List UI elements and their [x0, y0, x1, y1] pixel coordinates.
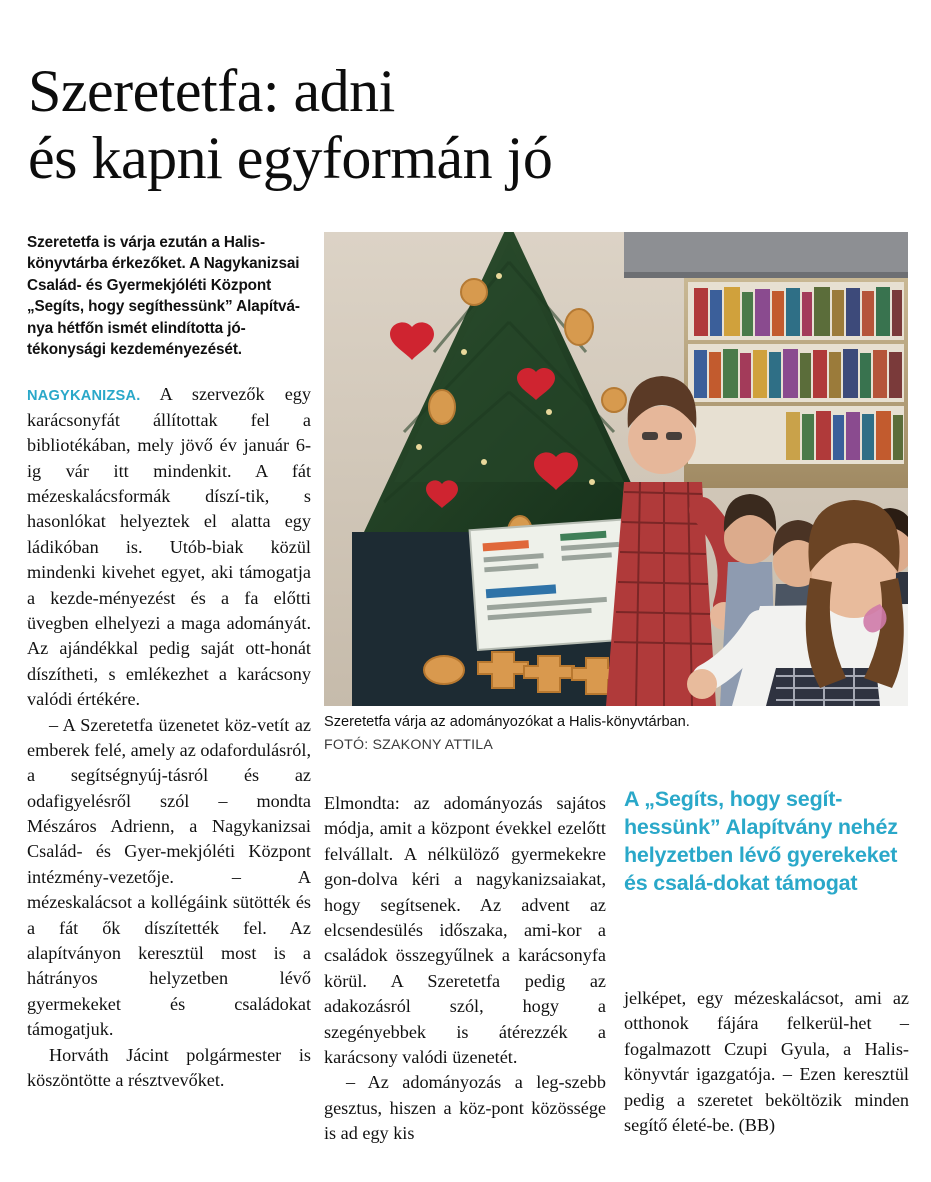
- paragraph: – Az adományozás a leg-szebb gesztus, hiszen a köz-pont közössége is ad egy kis: [324, 1072, 606, 1144]
- paragraph: Horváth Jácint polgármester is köszöntötte a résztvevőket.: [27, 1044, 311, 1090]
- headline-line-2: és kapni egyformán jó: [28, 125, 553, 192]
- column-left: [27, 232, 311, 1093]
- column-middle: [324, 791, 606, 1146]
- right-body: [624, 986, 909, 1138]
- paragraph: – A Szeretetfa üzenetet köz-vetít az emberek felé, amely az odafordulásról, a segítségnyúj-tásról és az odafigyelésről szól – mondta Mészáros Adrienn, a Nagykanizsai Család- és Gyer-mekjóléti Központ intézmény-vezetője. – A mézeskalácsot a kollégáink sütötték és a fát ők díszítették fel. Az alapítványon keresztül most is a hátrányos helyzetben lévő gyermekeket és családokat támogatjuk.: [27, 714, 311, 1040]
- paragraph-text: A szervezők egy karácsonyfát állítottak fel a bibliotékában, mely jövő év január 6-ig vár itt mindenkit. A fát mézeskalácsformák díszí-tik, s hasonlókat helyeztek el alatta egy ládikóban is. Utób-biak közül mindenki kivehet egyet, aki támogatja a kezde-ményezést és a fa előtti üvegben elhelyezi a maga adományát. Az ajándékkal pedig saját ott-honát díszítheti, s emlékezhet a karácsony valódi értékére.: [27, 384, 311, 710]
- headline-line-1: Szeretetfa: adni: [28, 58, 395, 125]
- column-right: [624, 986, 909, 1138]
- left-body: [27, 382, 311, 1093]
- paragraph: Elmondta: az adományozás sajátos módja, amit a központ évekkel ezelőtt felvállalt. A nélkülöző gyermekekre gon-dolva kéri a nagykanizsaiakat, hogy segítsenek. Az advent az elcsendesülés időszaka, ami-kor a családok összegyűlnek a karácsonyfa körül. A Szeretetfa pedig az adakozásról szól, hogy a szegényebbek is átérezzék a karácsony valódi üzenetét.: [324, 793, 606, 1067]
- paragraph: jelképet, egy mézeskalácsot, ami az otthonok fájára felkerül-het – fogalmazott Czupi Gyula, a Halis-könyvtár igazgatója. – Ezen keresztül pedig a szeretet beköltözik minden segítő életé-be. (BB): [624, 988, 909, 1135]
- photo-credit: FOTÓ: SZAKONY ATTILA: [324, 737, 494, 753]
- paragraph: [27, 382, 311, 712]
- photo-caption: Szeretetfa várja az adományozókat a Halis-könyvtárban.: [324, 714, 690, 730]
- page-title: [28, 58, 908, 192]
- article-photo: [324, 232, 908, 706]
- middle-body: [324, 791, 606, 1146]
- pull-quote: A „Segíts, hogy segít-hessünk” Alapítvány nehéz helyzetben lévő gyerekeket és csalá-dokat támogat: [624, 787, 898, 895]
- lead-paragraph: Szeretetfa is várja ezután a Halis-könyvtárba érkezőket. A Nagykanizsai Család- és Gyermekjóléti Központ „Segíts, hogy segíthessünk” Alapítvá-nya hétfőn ismét elindította jó-tékonysági kezdeményezését.: [27, 234, 300, 359]
- photo-illustration: [324, 232, 908, 706]
- dateline: NAGYKANIZSA.: [27, 388, 141, 405]
